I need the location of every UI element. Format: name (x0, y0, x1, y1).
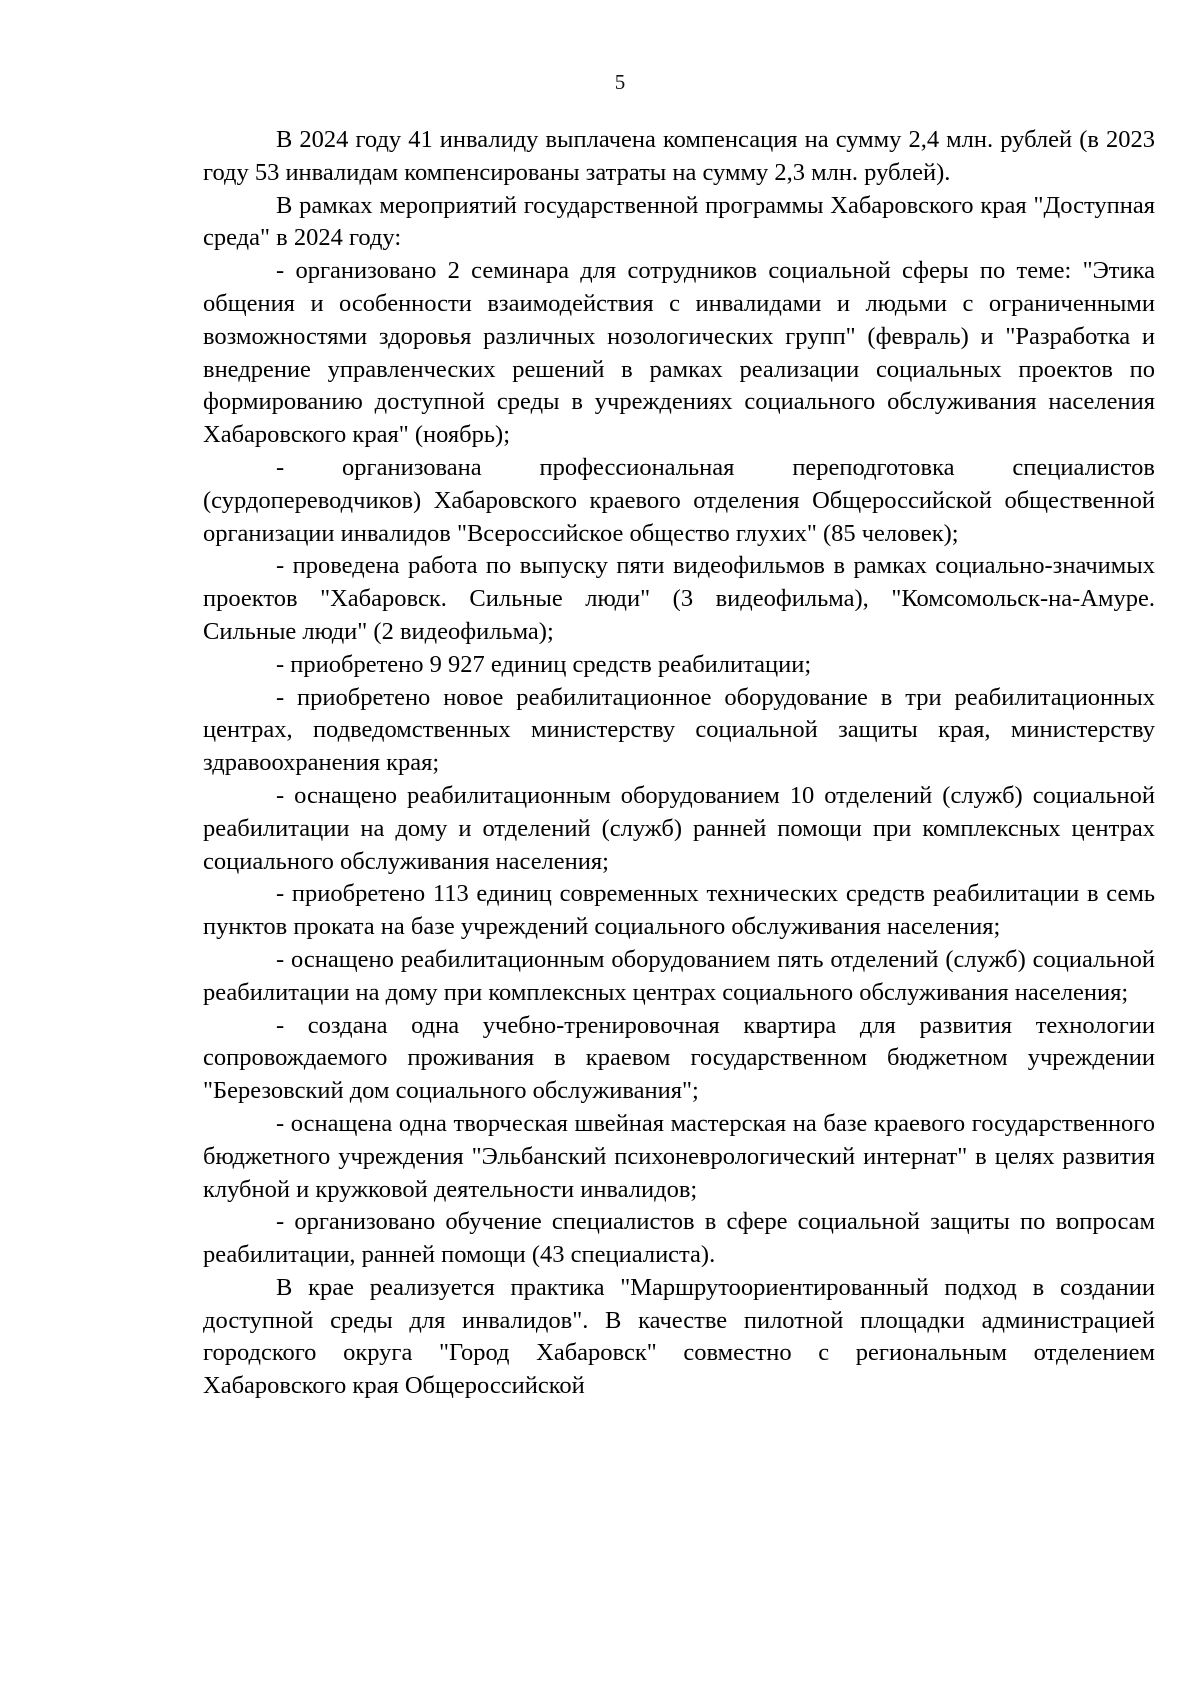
list-item-five-departments: - оснащено реабилитационным оборудованием пять отделений (служб) социальной реабилитации на дому при комплексных центрах социального обслуживания населения; (203, 945, 1155, 1006)
paragraph-route-practice: В крае реализуется практика "Маршрутоориентированный подход в создании доступной среды для инвалидов". В качестве пилотной площадки администрацией городского округа "Город Хабаровск" совместно с региональным отделением Хабаровского края Общероссийской (203, 1273, 1155, 1400)
list-item-training-apartment: - создана одна учебно-тренировочная квартира для развития технологии сопровождаемого проживания в краевом государственном бюджетном учреждении "Березовский дом социального обслуживания"; (203, 1011, 1155, 1105)
list-item-ten-departments: - оснащено реабилитационным оборудованием 10 отделений (служб) социальной реабилитации на дому и отделений (служб) ранней помощи при комплексных центрах социального обслуживания населения; (203, 781, 1155, 875)
list-item-specialist-training: - организовано обучение специалистов в сфере социальной защиты по вопросам реабилитации, ранней помощи (43 специалиста). (203, 1208, 1155, 1269)
list-item-rehab-means: - приобретено 9 927 единиц средств реабилитации; (276, 650, 812, 678)
list-item-retraining: - организована профессиональная переподготовка специалистов (сурдопереводчиков) Хабаровского краевого отделения Общероссийской общественной организации инвалидов "Всероссийское общество глухих" (85 человек); (203, 453, 1155, 547)
page-number: 5 (614, 70, 626, 94)
paragraph-compensation: В 2024 году 41 инвалиду выплачена компенсация на сумму 2,4 млн. рублей (в 2023 году 53 инвалидам компенсированы затраты на сумму 2,3 млн. рублей). (203, 126, 1155, 186)
document-body (203, 124, 1155, 1403)
list-item-rehab-equipment: - приобретено новое реабилитационное оборудование в три реабилитационных центрах, подведомственных министерству социальной защиты края, министерству здравоохранения края; (203, 683, 1155, 777)
list-item-rental-points: - приобретено 113 единиц современных технических средств реабилитации в семь пунктов проката на базе учреждений социального обслуживания населения; (203, 880, 1155, 941)
list-item-videos: - проведена работа по выпуску пяти видеофильмов в рамках социально-значимых проектов "Хабаровск. Сильные люди" (3 видеофильма), "Комсомольск-на-Амуре. Сильные люди" (2 видеофильма); (203, 552, 1155, 645)
list-item-seminars: - организовано 2 семинара для сотрудников социальной сферы по теме: "Этика общения и особенности взаимодействия с инвалидами и людьми с ограниченными возможностями здоровья различных нозологических групп" (февраль) и "Разработка и внедрение управленческих решений в рамках реализации социальных проектов по формированию доступной среды в учреждениях социального обслуживания населения Хабаровского края" (ноябрь); (203, 257, 1155, 449)
paragraph-program-intro: В рамках мероприятий государственной программы Хабаровского края "Доступная среда" в 2024 году: (203, 191, 1155, 252)
list-item-sewing-workshop: - оснащена одна творческая швейная мастерская на базе краевого государственного бюджетного учреждения "Эльбанский психоневрологический интернат" в целях развития клубной и кружковой деятельности инвалидов; (203, 1109, 1155, 1203)
